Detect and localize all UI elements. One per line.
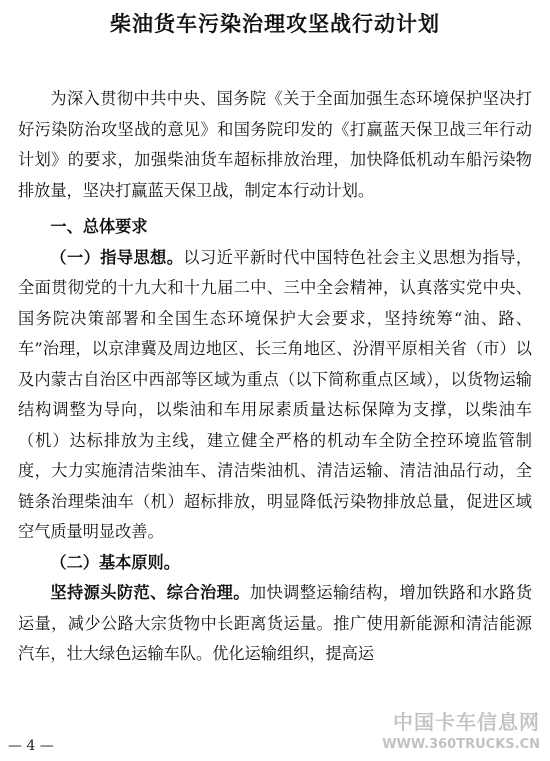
section-heading: 一、总体要求 [50, 217, 148, 236]
guiding-ideology-paragraph [18, 243, 532, 548]
watermark-url: WWW.360TRUCKS.CN [382, 737, 540, 752]
principle-lead: 坚持源头防范、综合治理。 [50, 583, 250, 602]
guiding-ideology-lead: （一）指导思想。 [50, 247, 184, 267]
page-number: — 4 — [8, 738, 54, 754]
principle-text: 加快调整运输结构，增加铁路和水路货运量，减少公路大宗货物中长距离货运量。推广使用新能源和清洁能源汽车，壮大绿色运输车队。优化运输组织，提高运 [18, 583, 533, 663]
site-watermark [350, 706, 540, 752]
basic-principles-heading: （二）基本原则。 [50, 552, 180, 572]
intro-paragraph: 为深入贯彻中共中央、国务院《关于全面加强生态环境保护坚决打好污染防治攻坚战的意见》和国务院印发的《打赢蓝天保卫战三年行动计划》的要求，加强柴油货车超标排放治理，加快降低机动车船污染物排放量，坚决打赢蓝天保卫战，制定本行动计划。 [18, 89, 532, 200]
intro-block [18, 84, 532, 206]
section-general-requirements [18, 212, 532, 670]
guiding-ideology-text: 以习近平新时代中国特色社会主义思想为指导，全面贯彻党的十九大和十九届二中、三中全会精神，认真落实党中央、国务院决策部署和全国生态环境保护大会要求，坚持统筹“油、路、车”治理，以京津冀及周边地区、长三角地区、汾渭平原相关省（市）以及内蒙古自治区中西部等区域为重点（以下简称重点区域），以货物运输结构调整为导向，以柴油和车用尿素质量达标保障为支撑，以柴油车（机）达标排放为主线，建立健全严格的机动车全防全控环境监管制度，大力实施清洁柴油车、清洁柴油机、清洁运输、清洁油品行动，全链条治理柴油车（机）超标排放，明显降低污染物排放总量，促进区域空气质量明显改善。 [18, 247, 533, 541]
principle-paragraph [18, 578, 532, 670]
watermark-chinese: 中国卡车信息网 [393, 710, 540, 734]
document-title: 柴油货车污染治理攻坚战行动计划 [110, 12, 440, 36]
